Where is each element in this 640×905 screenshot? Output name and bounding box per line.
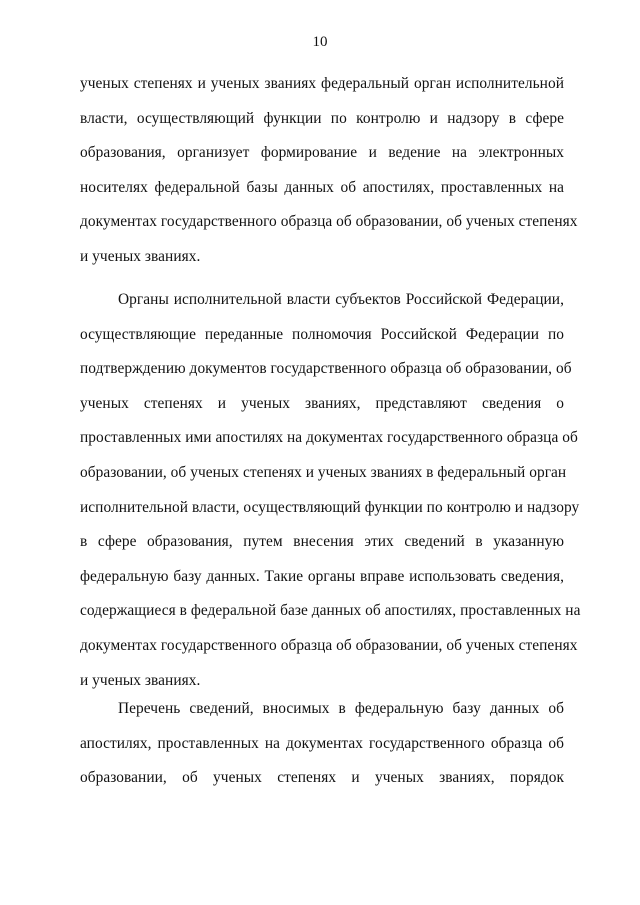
text-line: проставленных ими апостилях на документах государственного образца об [80,429,578,447]
text-line: носителях федеральной базы данных об апостилях, проставленных на [80,178,564,196]
text-line: образовании, об ученых степенях и ученых званиях в федеральный орган [80,463,567,481]
text-line: подтверждению документов государственного образца об образовании, об [80,360,572,378]
text-line: содержащиеся в федеральной базе данных об апостилях, проставленных на [80,602,581,620]
text-line: ученых степенях и ученых званиях, представляют сведения о [80,394,564,412]
text-line: Органы исполнительной власти субъектов Российской Федерации, [118,291,564,308]
text-line: и ученых званиях. [80,247,201,265]
paragraph-2 [80,283,581,698]
paragraph-3 [80,692,564,796]
text-line: образовании, об ученых степенях и ученых званиях, порядок [80,769,564,787]
text-line: исполнительной власти, осуществляющий функции по контролю и надзору [80,498,580,516]
text-line: Перечень сведений, вносимых в федеральную базу данных об [118,700,564,717]
text-line: федеральную базу данных. Такие органы вправе использовать сведения, [80,567,564,585]
text-line: власти, осуществляющий функции по контролю и надзору в сфере [80,109,564,127]
text-line: образования, организует формирование и ведение на электронных [80,144,564,162]
text-line: документах государственного образца об образовании, об ученых степенях [80,213,578,231]
text-line: и ученых званиях. [80,671,201,689]
text-line: осуществляющие переданные полномочия Российской Федерации по [80,325,564,343]
page-number: 10 [312,34,328,50]
text-line: апостилях, проставленных на документах государственного образца об [80,734,564,752]
text-line: в сфере образования, путем внесения этих сведений в указанную [80,533,564,551]
paragraph-1 [80,67,578,275]
text-line: документах государственного образца об образовании, об ученых степенях [80,636,578,654]
text-line: ученых степенях и ученых званиях федеральный орган исполнительной [80,75,564,92]
